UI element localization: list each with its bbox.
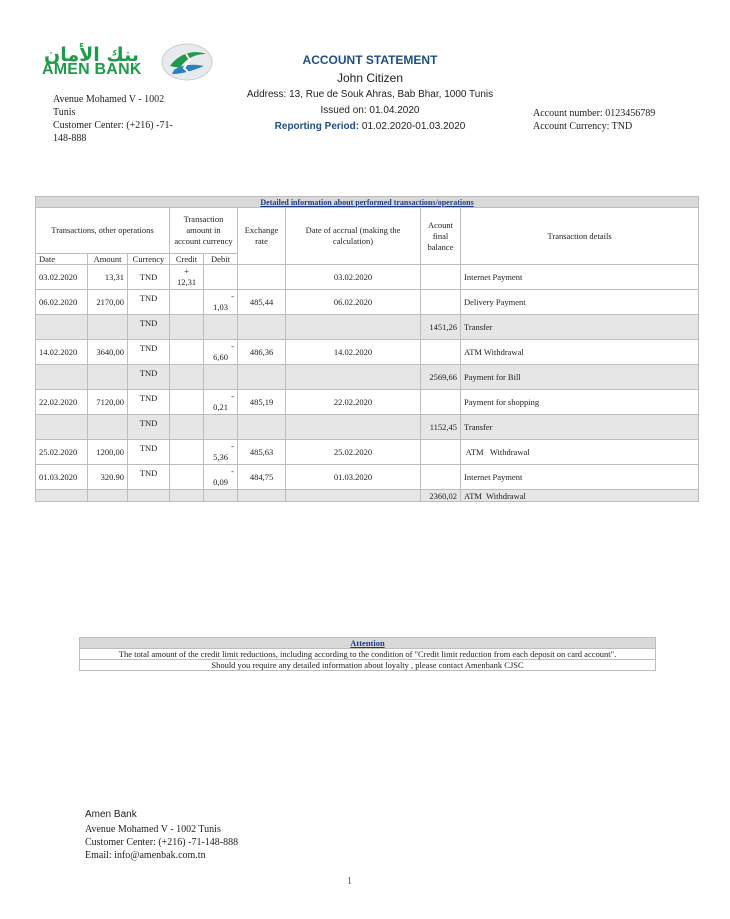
cell-accrual-date: 06.02.2020 (286, 290, 421, 315)
table-row (36, 390, 699, 415)
holder-address: Address: 13, Rue de Souk Ahras, Bab Bhar, 1000 Tunis (246, 89, 494, 100)
cell-debit (204, 440, 238, 465)
document-title: ACCOUNT STATEMENT (302, 53, 438, 67)
bank-customer-center: Customer Center: (+216) -71-148-888 (53, 120, 173, 144)
table-row (36, 490, 699, 502)
cell-amount (88, 490, 128, 502)
statement-header (230, 52, 510, 135)
cell-currency: TND (128, 340, 170, 365)
header-accrual-date: Date of accrual (making the calculation) (286, 208, 421, 265)
cell-accrual-date (286, 490, 421, 502)
table-row (36, 440, 699, 465)
cell-final-balance: 2569,66 (421, 365, 461, 390)
account-info (533, 107, 655, 133)
cell-exchange-rate: 486,36 (238, 340, 286, 365)
subheader-date: Date (36, 254, 88, 265)
cell-accrual-date: 14.02.2020 (286, 340, 421, 365)
header-exchange-rate: Exchange rate (238, 208, 286, 265)
cell-exchange-rate: 484,75 (238, 465, 286, 490)
attention-line2: Should you require any detailed information about loyalty , please contact Amenbank CJSC (80, 660, 656, 671)
cell-credit (170, 340, 204, 365)
cell-exchange-rate (238, 490, 286, 502)
debit-sign: - (231, 291, 234, 301)
cell-date: 03.02.2020 (36, 265, 88, 290)
cell-details: Transfer (461, 415, 699, 440)
cell-date: 01.03.2020 (36, 465, 88, 490)
cell-accrual-date (286, 315, 421, 340)
debit-value: 6,60 (213, 352, 228, 362)
subheader-debit: Debit (204, 254, 238, 265)
cell-currency: TND (128, 390, 170, 415)
debit-value: 5,36 (213, 452, 228, 462)
cell-debit (204, 465, 238, 490)
cell-final-balance (421, 265, 461, 290)
cell-amount: 1200,00 (88, 440, 128, 465)
cell-accrual-date (286, 415, 421, 440)
debit-sign: - (231, 341, 234, 351)
cell-debit (204, 265, 238, 290)
footer-customer-center: Customer Center: (+216) -71-148-888 (85, 837, 239, 848)
cell-details: ATM Withdrawal (461, 340, 699, 365)
bank-address-block (53, 93, 188, 145)
cell-credit (170, 265, 204, 290)
cell-exchange-rate (238, 265, 286, 290)
cell-details: ATM Withdrawal (461, 490, 699, 502)
footer-bank-name: Amen Bank (85, 809, 137, 820)
cell-date (36, 415, 88, 440)
header-transaction-details: Transaction details (461, 208, 699, 265)
cell-currency: TND (128, 365, 170, 390)
cell-exchange-rate: 485,19 (238, 390, 286, 415)
page-number: 1 (347, 876, 352, 887)
cell-date: 25.02.2020 (36, 440, 88, 465)
cell-accrual-date: 25.02.2020 (286, 440, 421, 465)
cell-details: Internet Payment (461, 465, 699, 490)
cell-accrual-date: 03.02.2020 (286, 265, 421, 290)
cell-currency: TND (128, 415, 170, 440)
attention-title: Attention (80, 638, 656, 649)
cell-final-balance (421, 465, 461, 490)
cell-date: 14.02.2020 (36, 340, 88, 365)
subheader-credit: Credit (170, 254, 204, 265)
cell-debit (204, 365, 238, 390)
cell-final-balance: 2360,02 (421, 490, 461, 502)
attention-box (79, 637, 656, 671)
cell-date (36, 315, 88, 340)
reporting-period-label: Reporting Period: (274, 121, 360, 132)
cell-credit (170, 290, 204, 315)
cell-details: Internet Payment (461, 265, 699, 290)
cell-final-balance: 1152,45 (421, 415, 461, 440)
subheader-currency: Currency (128, 254, 170, 265)
cell-credit (170, 365, 204, 390)
cell-debit (204, 390, 238, 415)
debit-sign: - (231, 441, 234, 451)
cell-date: 06.02.2020 (36, 290, 88, 315)
account-number: Account number: 0123456789 (533, 108, 656, 119)
cell-exchange-rate: 485,63 (238, 440, 286, 465)
cell-currency (128, 490, 170, 502)
cell-amount: 13,31 (88, 265, 128, 290)
cell-credit (170, 390, 204, 415)
cell-exchange-rate: 485,44 (238, 290, 286, 315)
cell-final-balance (421, 290, 461, 315)
cell-amount (88, 315, 128, 340)
cell-date: 22.02.2020 (36, 390, 88, 415)
bank-address-line1: Avenue Mohamed V - 1002 (53, 94, 165, 105)
cell-details: Transfer (461, 315, 699, 340)
transactions-table (35, 196, 699, 502)
cell-currency: TND (128, 290, 170, 315)
table-row (36, 340, 699, 365)
attention-line1: The total amount of the credit limit reductions, including according to the condition of "Credit limit reduction from each deposit on card account". (80, 649, 656, 660)
cell-details: Payment for Bill (461, 365, 699, 390)
header-transaction-amount: Transaction amount in account currency (170, 208, 238, 254)
reporting-period-value: 01.02.2020-01.03.2020 (361, 121, 466, 132)
cell-final-balance (421, 440, 461, 465)
bank-emblem-icon (160, 42, 214, 82)
cell-exchange-rate (238, 315, 286, 340)
reporting-period (230, 119, 510, 135)
cell-debit (204, 415, 238, 440)
cell-details: ATM Withdrawal (461, 440, 699, 465)
cell-currency: TND (128, 265, 170, 290)
cell-credit (170, 415, 204, 440)
footer-address: Avenue Mohamed V - 1002 Tunis (85, 824, 221, 835)
table-row (36, 465, 699, 490)
cell-details: Payment for shopping (461, 390, 699, 415)
cell-amount (88, 365, 128, 390)
cell-amount: 320.90 (88, 465, 128, 490)
cell-final-balance (421, 340, 461, 365)
debit-value: 0,21 (213, 402, 228, 412)
cell-debit (204, 340, 238, 365)
cell-final-balance: 1451,26 (421, 315, 461, 340)
footer-contact (85, 808, 238, 862)
table-row (36, 265, 699, 290)
cell-currency: TND (128, 440, 170, 465)
cell-currency: TND (128, 465, 170, 490)
cell-details: Delivery Payment (461, 290, 699, 315)
table-row (36, 290, 699, 315)
cell-date (36, 365, 88, 390)
credit-sign: + (184, 266, 189, 276)
cell-credit (170, 440, 204, 465)
footer-email: Email: info@amenbak.com.tn (85, 850, 206, 861)
header-final-balance: Acount final balance (421, 208, 461, 265)
debit-value: 1,03 (213, 302, 228, 312)
cell-amount: 2170,00 (88, 290, 128, 315)
issued-date: Issued on: 01.04.2020 (320, 105, 420, 116)
cell-amount: 7120,00 (88, 390, 128, 415)
cell-debit (204, 315, 238, 340)
header-transactions: Transactions, other operations (36, 208, 170, 254)
cell-date (36, 490, 88, 502)
cell-exchange-rate (238, 365, 286, 390)
cell-accrual-date: 22.02.2020 (286, 390, 421, 415)
cell-credit (170, 315, 204, 340)
debit-sign: - (231, 466, 234, 476)
cell-credit (170, 465, 204, 490)
cell-accrual-date: 01.03.2020 (286, 465, 421, 490)
table-row (36, 315, 699, 340)
logo-english-text: AMEN BANK (42, 61, 142, 78)
cell-final-balance (421, 390, 461, 415)
account-currency: Account Currency: TND (533, 121, 633, 132)
cell-amount: 3640,00 (88, 340, 128, 365)
debit-sign: - (231, 391, 234, 401)
cell-currency: TND (128, 315, 170, 340)
debit-value: 0,09 (213, 477, 228, 487)
cell-amount (88, 415, 128, 440)
account-holder: John Citizen (336, 71, 404, 85)
table-caption: Detailed information about performed transactions/operations (36, 197, 699, 208)
table-row (36, 415, 699, 440)
bank-address-line2: Tunis (53, 107, 76, 118)
cell-exchange-rate (238, 415, 286, 440)
logo-arabic-text: بنك الأمان (44, 44, 139, 66)
cell-accrual-date (286, 365, 421, 390)
cell-debit (204, 490, 238, 502)
credit-value: 12,31 (176, 277, 197, 287)
table-row (36, 365, 699, 390)
bank-logo (40, 44, 215, 86)
cell-debit (204, 290, 238, 315)
cell-credit (170, 490, 204, 502)
subheader-amount: Amount (88, 254, 128, 265)
